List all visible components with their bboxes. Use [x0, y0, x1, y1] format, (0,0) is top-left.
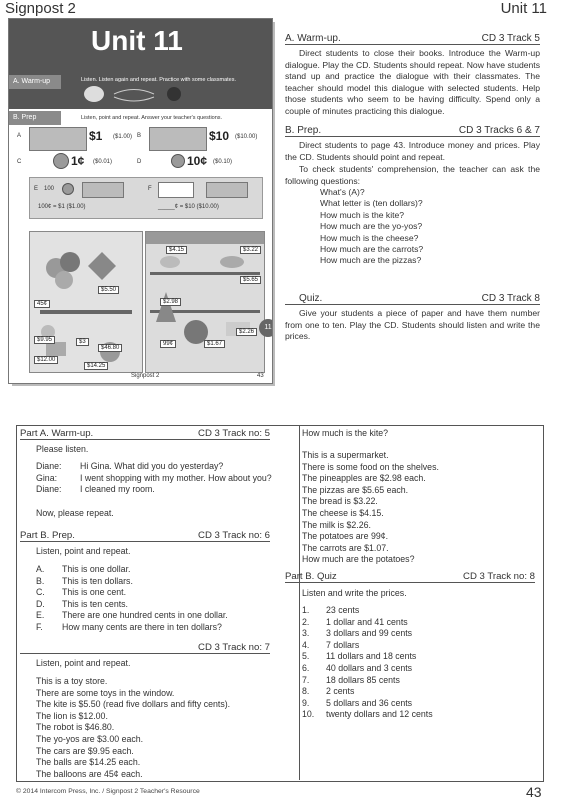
- money-equation-box: [29, 177, 263, 219]
- price-tag: $2.98: [160, 298, 181, 306]
- market-line: The cheese is $4.15.: [302, 507, 384, 518]
- notes-quiz-title: Quiz.: [299, 293, 323, 304]
- quiz-item: [302, 651, 532, 663]
- prep-text: This is ten dollars.: [62, 575, 133, 586]
- quiz-text: 2 cents: [326, 686, 355, 697]
- toy-line: The lion is $12.00.: [36, 710, 108, 721]
- coin-icon: [62, 183, 74, 195]
- question-item: How much is the cheese?: [320, 232, 419, 243]
- market-line: The milk is $2.26.: [302, 519, 371, 530]
- quiz-item: [302, 605, 532, 617]
- quiz-num: 7.: [302, 674, 310, 685]
- part-b-title: Part B. Prep.: [20, 530, 75, 541]
- part-a-title: Part A. Warm-up.: [20, 428, 94, 439]
- question-item: How much are the carrots?: [320, 244, 424, 255]
- track7-label: CD 3 Track no: 7: [198, 642, 270, 653]
- prep-item: [36, 610, 286, 622]
- dialogue-speaker: Gina:: [36, 472, 58, 483]
- question-list: [320, 187, 540, 267]
- price-tag: $1.67: [204, 340, 225, 348]
- copyright-footer: © 2014 Intercom Press, Inc. / Signpost 2 Teacher's Resource: [16, 788, 200, 795]
- quiz-item: [302, 698, 532, 710]
- quiz-text: twenty dollars and 12 cents: [326, 709, 433, 720]
- ten-dollar-bill-icon: [149, 127, 207, 151]
- quiz-text: 23 cents: [326, 605, 360, 615]
- equation-1: 100¢ = $1 ($1.00): [38, 204, 86, 210]
- prep-text: How many cents are there in ten dollars?: [62, 621, 222, 632]
- prep-list: [36, 564, 286, 634]
- money-paren: ($10.00): [235, 134, 258, 140]
- prep-letter: E.: [36, 610, 45, 621]
- prep-item: [36, 576, 286, 588]
- money-letter: D: [137, 159, 142, 165]
- quiz-num: 1.: [302, 605, 310, 615]
- market-line: The pizzas are $5.65 each.: [302, 484, 409, 495]
- box-letter: E: [34, 186, 39, 192]
- price-tag: $4.15: [166, 246, 187, 254]
- quiz-num: 2.: [302, 616, 310, 627]
- quiz-text: 3 dollars and 99 cents: [326, 628, 413, 639]
- book-footer-title: Signpost 2: [131, 373, 160, 379]
- prep-text: This is ten cents.: [62, 598, 129, 609]
- prep-text: This is one dollar.: [62, 564, 131, 574]
- quiz-text: 40 dollars and 3 cents: [326, 662, 413, 673]
- toy-line: The robot is $46.80.: [36, 722, 115, 733]
- toy-line: The balloons are 45¢ each.: [36, 768, 143, 779]
- quiz-text: 7 dollars: [326, 639, 360, 650]
- dollar-bill-icon: [29, 127, 87, 151]
- header-left: Signpost 2: [5, 0, 76, 17]
- prep-item: [36, 622, 286, 634]
- prep-text: This is one cent.: [62, 587, 127, 598]
- notes-quiz-track: CD 3 Track 8: [481, 293, 540, 304]
- part-b-intro: Listen, point and repeat.: [36, 546, 131, 556]
- dialogue-text: I went shopping with my mother. How about you?: [80, 472, 272, 483]
- dialogue-text: I cleaned my room.: [80, 484, 155, 495]
- part-b-heading: [20, 530, 270, 542]
- notes-prep-text-1: Direct students to page 43. Introduce money and prices. Play the CD. Students should point and repeat.: [285, 140, 540, 162]
- unit-side-tab: 11: [259, 319, 273, 337]
- quiz-num: 3.: [302, 628, 310, 639]
- toy-line: The cars are $9.95 each.: [36, 745, 134, 756]
- kite-question: How much is the kite?: [302, 428, 389, 438]
- part-a-outro: Now, please repeat.: [36, 508, 114, 518]
- toy-store-lines: [36, 676, 291, 780]
- question-item: How much are the pizzas?: [320, 255, 422, 266]
- market-line: This is a supermarket.: [302, 450, 389, 460]
- dialogue-line: [36, 473, 286, 485]
- question-item: How much is the kite?: [320, 209, 405, 220]
- header-right: Unit 11: [500, 0, 547, 17]
- question-item: What letter is (ten dollars)?: [320, 198, 423, 209]
- part-a-track: CD 3 Track no: 5: [198, 428, 270, 439]
- toy-line: There are some toys in the window.: [36, 687, 175, 698]
- price-tag: $9.95: [34, 336, 55, 344]
- prep-text: There are one hundred cents in one dollar.: [62, 610, 228, 621]
- dialogue-speaker: Diane:: [36, 461, 62, 471]
- quiz-heading: [285, 571, 535, 583]
- ten-dollar-bill-icon: [206, 182, 248, 198]
- column-divider: [299, 425, 300, 780]
- market-line: There is some food on the shelves.: [302, 461, 439, 472]
- prep-letter: A.: [36, 564, 45, 574]
- part-b-track: CD 3 Track no: 6: [198, 530, 270, 541]
- quiz-num: 5.: [302, 651, 310, 662]
- notes-warmup-title: A. Warm-up.: [285, 33, 341, 44]
- quiz-item: [302, 628, 532, 640]
- quiz-text: 5 dollars and 36 cents: [326, 697, 413, 708]
- money-price: 1¢: [71, 154, 85, 168]
- penny-icon: [53, 153, 69, 169]
- toy-store-scene: [29, 231, 143, 373]
- book-instr-a: Listen. Listen again and repeat. Practice with some classmates.: [81, 77, 236, 83]
- notes-quiz-heading: [285, 293, 540, 305]
- dialogue-text: Hi Gina. What did you do yesterday?: [80, 461, 224, 471]
- money-letter: A: [17, 133, 22, 139]
- prep-letter: D.: [36, 598, 45, 609]
- money-paren: ($0.01): [93, 159, 113, 165]
- notes-prep-text-2: To check students' comprehension, the teacher can ask the following questions:: [285, 164, 540, 186]
- quiz-intro: Listen and write the prices.: [302, 588, 407, 598]
- money-letter: B: [137, 133, 142, 139]
- blank-box: [158, 182, 194, 198]
- book-instr-b: Listen, point and repeat. Answer your teacher's questions.: [81, 115, 223, 121]
- part-a-intro: Please listen.: [36, 444, 89, 454]
- quiz-num: 9.: [302, 697, 310, 708]
- quiz-track: CD 3 Track no: 8: [463, 571, 535, 582]
- quiz-item: [302, 663, 532, 675]
- question-item: What's (A)?: [320, 187, 365, 197]
- toy-line: The kite is $5.50 (read five dollars and fifty cents).: [36, 699, 231, 710]
- price-tag: $3.22: [240, 246, 261, 254]
- quiz-item: [302, 709, 532, 721]
- price-tag: $3: [76, 338, 89, 346]
- market-line: How much are the potatoes?: [302, 554, 415, 565]
- money-paren: ($0.10): [213, 159, 233, 165]
- quiz-num: 4.: [302, 639, 310, 650]
- price-tag: $46.80: [98, 344, 122, 352]
- market-line: The pineapples are $2.98 each.: [302, 473, 426, 484]
- market-line: The bread is $3.22.: [302, 496, 378, 507]
- part-a-heading: [20, 428, 270, 440]
- price-tag: 99¢: [160, 340, 176, 348]
- market-line: The carrots are $1.07.: [302, 542, 389, 553]
- dollar-bill-icon: [82, 182, 124, 198]
- book-page-number: 43: [257, 373, 264, 379]
- money-price: $10: [209, 129, 230, 143]
- price-tag: $2.26: [236, 328, 257, 336]
- quiz-item: [302, 617, 532, 629]
- equation-2: _____¢ = $10 ($10.00): [158, 204, 219, 210]
- dialogue: [36, 461, 286, 496]
- box-value: 100: [44, 186, 55, 192]
- notes-warmup-heading: [285, 33, 540, 45]
- quiz-title: Part B. Quiz: [285, 571, 337, 582]
- book-unit-title: Unit 11: [91, 25, 183, 56]
- notes-prep-title: B. Prep.: [285, 125, 322, 136]
- money-price: $1: [89, 129, 103, 143]
- prep-letter: C.: [36, 587, 45, 598]
- track7-heading: [20, 642, 270, 654]
- toy-line: The yo-yos are $3.00 each.: [36, 733, 144, 744]
- quiz-num: 10.: [302, 709, 315, 720]
- box-letter: F: [148, 186, 152, 192]
- prep-item: [36, 587, 286, 599]
- band-prep: B. Prep: [9, 111, 61, 125]
- notes-prep-heading: [285, 125, 540, 137]
- quiz-text: 11 dollars and 18 cents: [326, 651, 417, 662]
- dialogue-line: [36, 484, 286, 496]
- notes-prep-track: CD 3 Tracks 6 & 7: [458, 125, 540, 136]
- money-letter: C: [17, 159, 22, 165]
- dialogue-speaker: Diane:: [36, 484, 62, 495]
- notes-quiz-text: Give your students a piece of paper and have them number from one to ten. Play the CD. Students should listen and write the prices.: [285, 308, 540, 342]
- question-item: How much are the yo-yos?: [320, 221, 423, 232]
- price-tag: 45¢: [34, 300, 50, 308]
- warmup-illustration: [79, 85, 189, 103]
- toy-line: The balls are $14.25 each.: [36, 757, 141, 768]
- quiz-list: [302, 605, 532, 721]
- student-book-page: [8, 18, 273, 384]
- quiz-text: 1 dollar and 41 cents: [326, 616, 408, 627]
- toy-line: This is a toy store.: [36, 676, 108, 686]
- track7-intro: Listen, point and repeat.: [36, 658, 131, 668]
- money-price: 10¢: [187, 154, 208, 168]
- notes-warmup-text: Direct students to close their books. Introduce the Warm-up dialogue. Play the CD. Students should repeat. Now have students stand up and practice the dialogue with their classmates. The teacher should model this dialogue with selected students. Help those students who seem to be having difficulty. Spend only a couple of minutes practicing this dialogue.: [285, 48, 540, 116]
- prep-letter: B.: [36, 575, 45, 586]
- prep-item: [36, 599, 286, 611]
- prep-letter: F.: [36, 621, 43, 632]
- market-line: The potatoes are 99¢.: [302, 531, 389, 542]
- dialogue-line: [36, 461, 286, 473]
- price-tag: $5.65: [240, 276, 261, 284]
- money-paren: ($1.00): [113, 134, 133, 140]
- page-number: 43: [526, 784, 542, 800]
- quiz-item: [302, 640, 532, 652]
- quiz-text: 18 dollars 85 cents: [326, 674, 400, 685]
- prep-item: [36, 564, 286, 576]
- supermarket-scene: [145, 231, 265, 373]
- dime-icon: [171, 154, 185, 168]
- quiz-item: [302, 675, 532, 687]
- price-tag: $12.00: [34, 356, 58, 364]
- price-tag: $14.25: [84, 362, 108, 370]
- notes-warmup-track: CD 3 Track 5: [481, 33, 540, 44]
- supermarket-lines: [302, 450, 532, 566]
- quiz-num: 8.: [302, 686, 310, 697]
- quiz-num: 6.: [302, 662, 310, 673]
- quiz-item: [302, 686, 532, 698]
- band-warmup: A. Warm-up: [9, 75, 61, 89]
- price-tag: $5.50: [98, 286, 119, 294]
